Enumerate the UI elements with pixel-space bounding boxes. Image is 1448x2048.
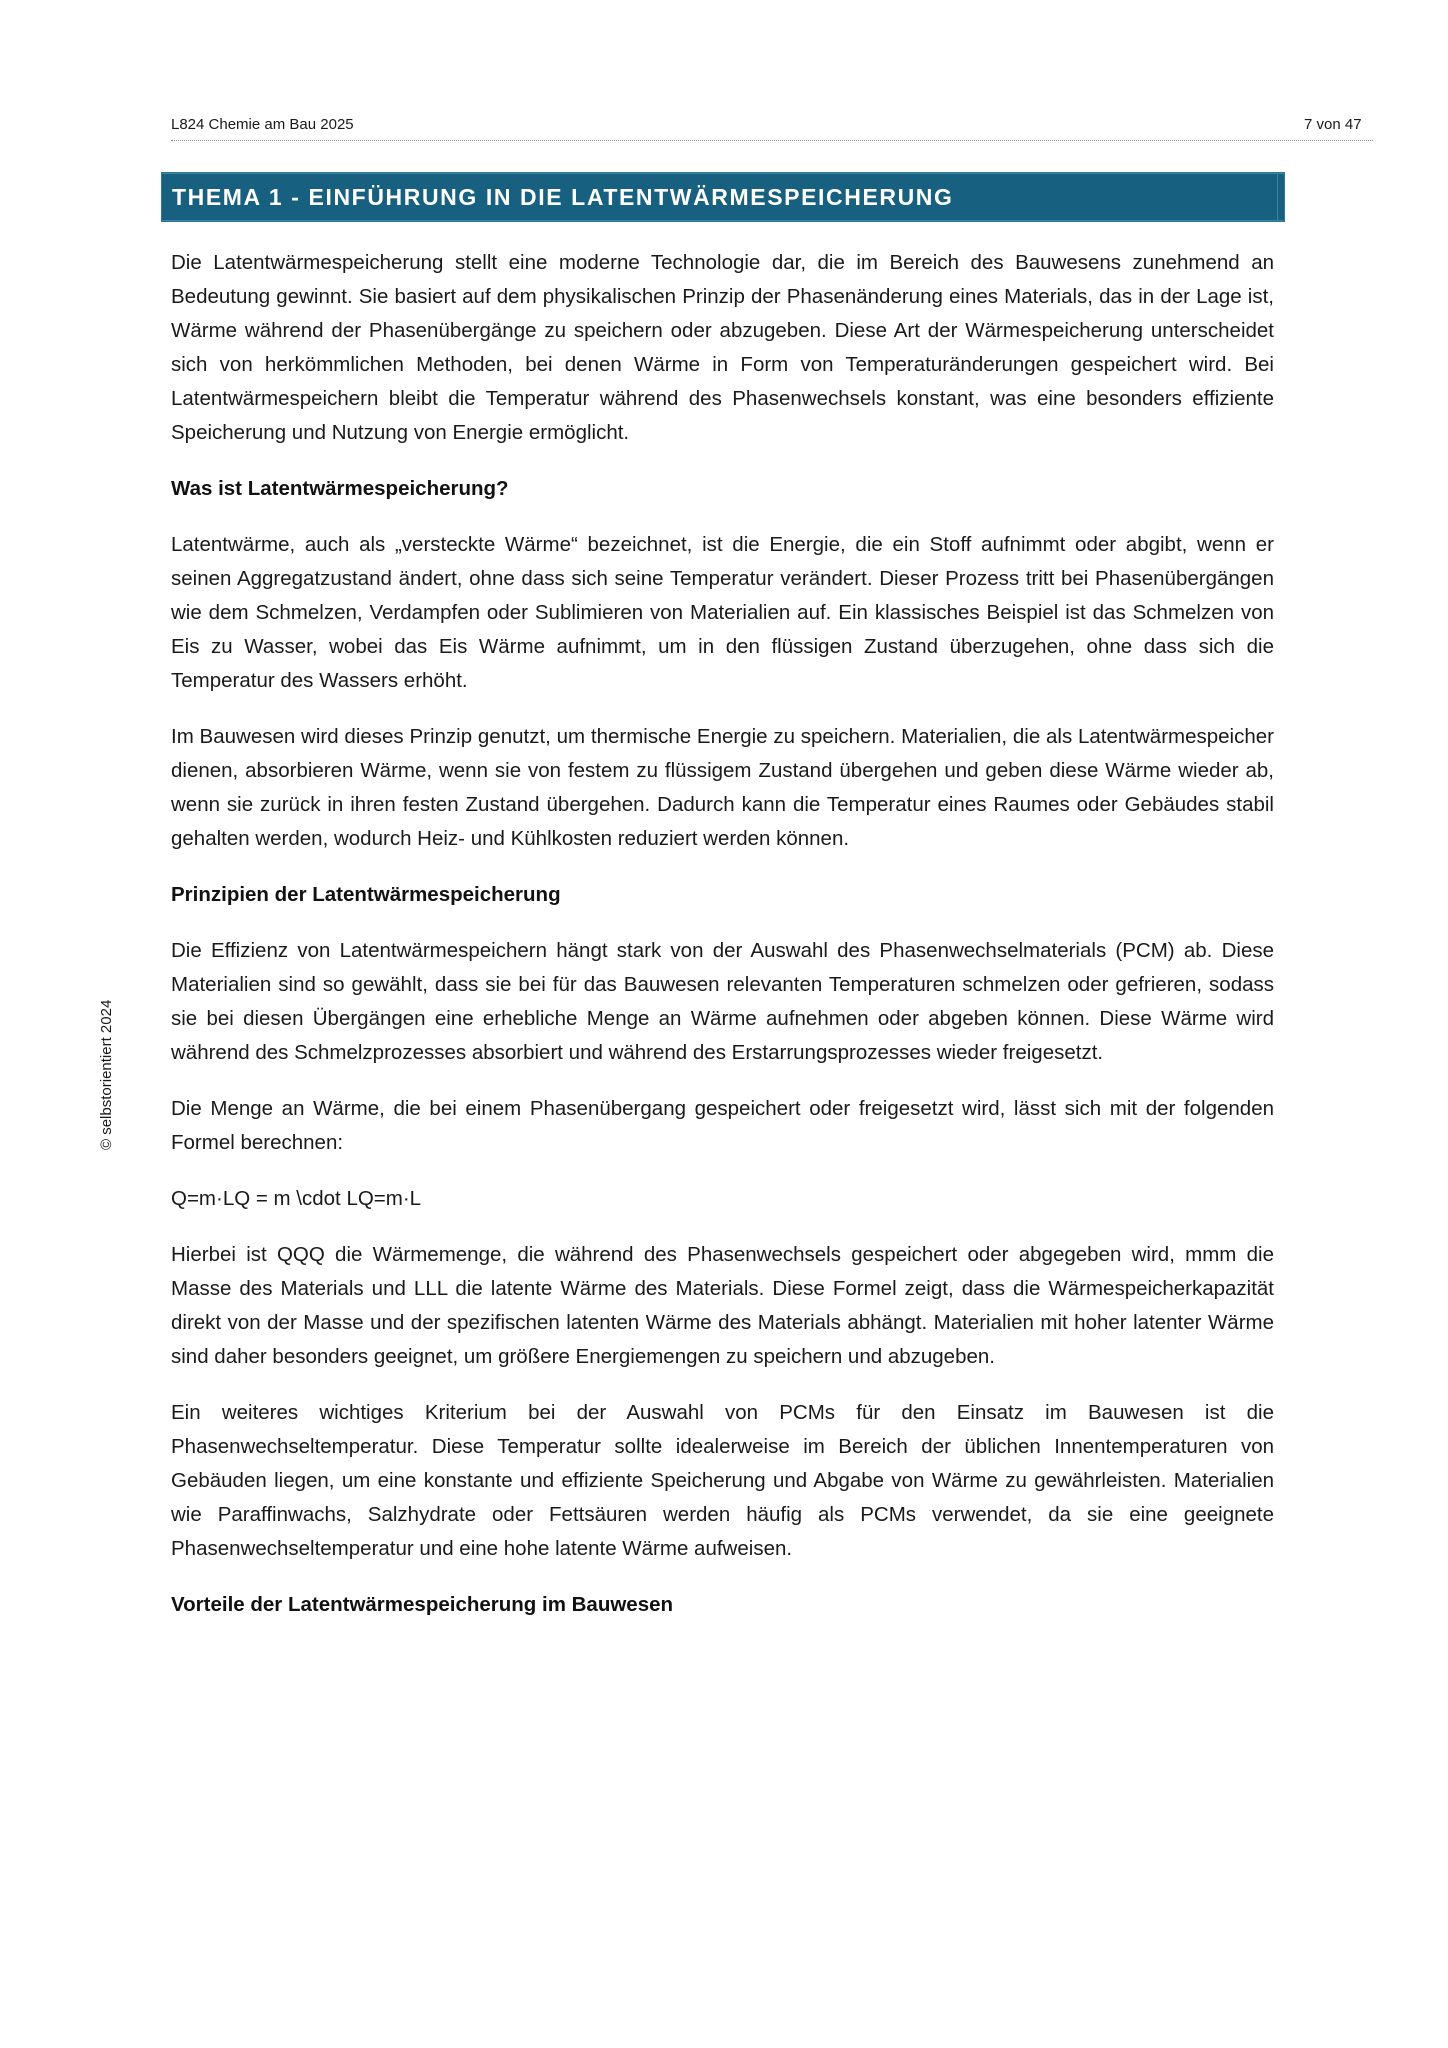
- chapter-title: THEMA 1 - EINFÜHRUNG IN DIE LATENTWÄRMESPEICHERUNG: [172, 184, 954, 210]
- paragraph: Die Effizienz von Latentwärmespeichern hängt stark von der Auswahl des Phasenwechselmaterials (PCM) ab. Diese Materialien sind so gewählt, dass sie bei für das Bauwesen relevanten Temperaturen schmelzen oder gefrieren, sodass sie bei diesen Übergängen eine erhebliche Menge an Wärme aufnehmen oder abgeben können. Diese Wärme wird während des Schmelzprozesses absorbiert und während des Erstarrungsprozesses wieder freigesetzt.: [171, 939, 1274, 1064]
- section-heading-what-is: Was ist Latentwärmespeicherung?: [171, 477, 509, 500]
- paragraph: Die Menge an Wärme, die bei einem Phasenübergang gespeichert oder freigesetzt wird, lässt sich mit der folgenden Formel berechnen:: [171, 1097, 1274, 1154]
- document-body: [171, 246, 1274, 1644]
- document-title: L824 Chemie am Bau 2025: [171, 116, 354, 133]
- intro-paragraph: Die Latentwärmespeicherung stellt eine moderne Technologie dar, die im Bereich des Bauwesens zunehmend an Bedeutung gewinnt. Sie basiert auf dem physikalischen Prinzip der Phasenänderung eines Materials, das in der Lage ist, Wärme während der Phasenübergänge zu speichern oder abzugeben. Diese Art der Wärmespeicherung unterscheidet sich von herkömmlichen Methoden, bei denen Wärme in Form von Temperaturänderungen gespeichert wird. Bei Latentwärmespeichern bleibt die Temperatur während des Phasenwechsels konstant, was eine besonders effiziente Speicherung und Nutzung von Energie ermöglicht.: [171, 251, 1274, 444]
- page-indicator: 7 von 47: [1304, 116, 1362, 133]
- section-heading-principles: Prinzipien der Latentwärmespeicherung: [171, 883, 561, 906]
- paragraph: Ein weiteres wichtiges Kriterium bei der Auswahl von PCMs für den Einsatz im Bauwesen ist die Phasenwechseltemperatur. Diese Temperatur sollte idealerweise im Bereich der üblichen Innentemperaturen von Gebäuden liegen, um eine konstante und effiziente Speicherung und Abgabe von Wärme zu gewährleisten. Materialien wie Paraffinwachs, Salzhydrate oder Fettsäuren werden häufig als PCMs verwendet, da sie eine geeignete Phasenwechseltemperatur und eine hohe latente Wärme aufweisen.: [171, 1401, 1274, 1560]
- formula: Q=m·LQ = m \cdot LQ=m·L: [171, 1187, 422, 1210]
- section-heading-advantages: Vorteile der Latentwärmespeicherung im Bauwesen: [171, 1593, 674, 1616]
- paragraph: Latentwärme, auch als „versteckte Wärme“ bezeichnet, ist die Energie, die ein Stoff aufnimmt oder abgibt, wenn er seinen Aggregatzustand ändert, ohne dass sich seine Temperatur verändert. Dieser Prozess tritt bei Phasenübergängen wie dem Schmelzen, Verdampfen oder Sublimieren von Materialien auf. Ein klassisches Beispiel ist das Schmelzen von Eis zu Wasser, wobei das Eis Wärme aufnimmt, um in den flüssigen Zustand überzugehen, ohne dass sich die Temperatur des Wassers erhöht.: [171, 533, 1274, 692]
- page-header: [171, 114, 1373, 141]
- paragraph: Hierbei ist QQQ die Wärmemenge, die während des Phasenwechsels gespeichert oder abgegeben wird, mmm die Masse des Materials und LLL die latente Wärme des Materials. Diese Formel zeigt, dass die Wärmespeicherkapazität direkt von der Masse und der spezifischen latenten Wärme des Materials abhängt. Materialien mit hoher latenter Wärme sind daher besonders geeignet, um größere Energiemengen zu speichern und abzugeben.: [171, 1243, 1274, 1368]
- paragraph: Im Bauwesen wird dieses Prinzip genutzt, um thermische Energie zu speichern. Materialien, die als Latentwärmespeicher dienen, absorbieren Wärme, wenn sie von festem zu flüssigem Zustand übergehen und geben diese Wärme wieder ab, wenn sie zurück in ihren festen Zustand übergehen. Dadurch kann die Temperatur eines Raumes oder Gebäudes stabil gehalten werden, wodurch Heiz- und Kühlkosten reduziert werden können.: [171, 725, 1274, 850]
- copyright-note: © selbstorientiert 2024: [98, 999, 115, 1150]
- chapter-banner: [161, 172, 1285, 222]
